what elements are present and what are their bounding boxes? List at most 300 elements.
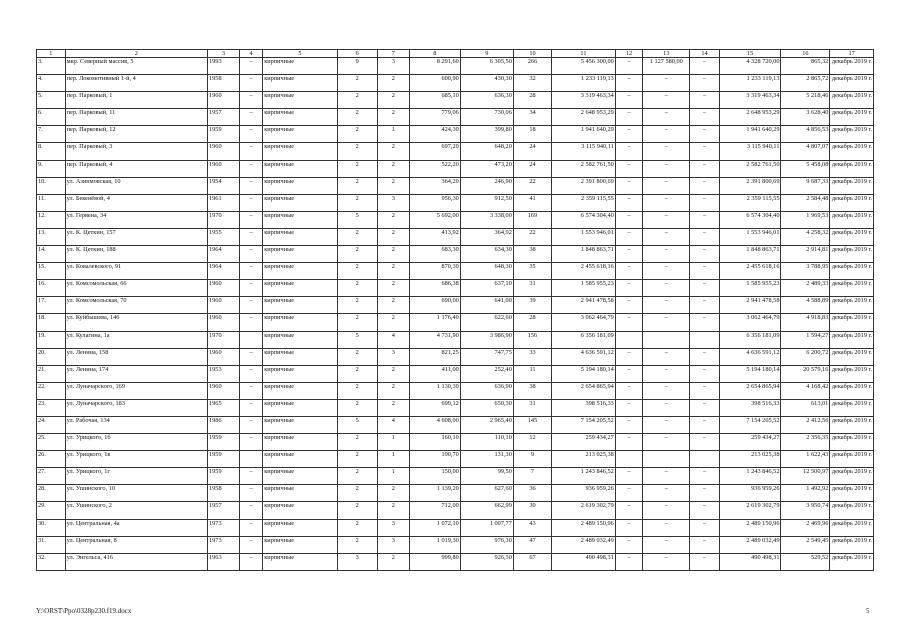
year-built-cell: 1958	[208, 75, 240, 92]
address-cell: ул. Комсомольская, 66	[65, 280, 207, 297]
planned-date-cell: декабрь 2019 г.	[830, 143, 874, 160]
total-cost-cell: 2 654 865,94	[552, 382, 616, 399]
fund-cost-cell	[615, 331, 643, 348]
cost-per-sqm-cell: 12 500,97	[781, 468, 830, 485]
fund-cost-cell: –	[615, 160, 643, 177]
living-area-cell: 648,30	[460, 263, 513, 280]
entrances-cell: 2	[377, 177, 409, 194]
entrances-cell: 2	[377, 382, 409, 399]
planned-date-cell: декабрь 2019 г.	[830, 228, 874, 245]
total-area-cell: 424,30	[409, 126, 460, 143]
table-row	[37, 365, 874, 382]
wall-material-cell: кирпичные	[263, 211, 337, 228]
living-area-cell: 636,30	[460, 92, 513, 109]
entrances-cell: 3	[377, 536, 409, 553]
table-row	[37, 92, 874, 109]
cost-per-sqm-cell: 2 412,56	[781, 416, 830, 433]
residents-cell: 22	[513, 177, 551, 194]
local-budget-cell	[690, 331, 720, 348]
address-cell: ул. Энгельса, 416	[65, 553, 207, 570]
fund-cost-cell: –	[615, 297, 643, 314]
cost-per-sqm-cell: 20 579,16	[781, 365, 830, 382]
planned-date-cell: декабрь 2019 г.	[830, 365, 874, 382]
floors-cell: 2	[337, 126, 377, 143]
local-budget-cell: –	[690, 434, 720, 451]
floors-cell: 2	[337, 92, 377, 109]
total-cost-cell: 398 516,33	[552, 399, 616, 416]
residents-cell: 38	[513, 382, 551, 399]
row-number-cell: 24.	[37, 416, 66, 433]
living-area-cell: 473,20	[460, 160, 513, 177]
planned-date-cell: декабрь 2019 г.	[830, 382, 874, 399]
row-number-cell: 22.	[37, 382, 66, 399]
entrances-cell: 3	[377, 194, 409, 211]
table-row	[37, 468, 874, 485]
year-built-cell: 1973	[208, 536, 240, 553]
local-budget-cell: –	[690, 280, 720, 297]
living-area-cell: 641,00	[460, 297, 513, 314]
column-number: 4	[239, 50, 262, 58]
regional-budget-cell: –	[643, 536, 690, 553]
total-area-cell: 685,10	[409, 92, 460, 109]
wall-material-cell: кирпичные	[263, 109, 337, 126]
planned-date-cell: декабрь 2019 г.	[830, 58, 874, 75]
fund-cost-cell: –	[615, 109, 643, 126]
year-reconstruction-cell: –	[239, 143, 262, 160]
table-body	[37, 58, 874, 571]
planned-date-cell: декабрь 2019 г.	[830, 502, 874, 519]
floors-cell: 2	[337, 194, 377, 211]
regional-budget-cell: –	[643, 348, 690, 365]
regional-budget-cell: –	[643, 434, 690, 451]
address-cell: ул. Бекенёвой, 4	[65, 194, 207, 211]
residents-cell: 145	[513, 416, 551, 433]
total-cost-cell: 6 356 181,09	[552, 331, 616, 348]
year-reconstruction-cell	[239, 451, 262, 468]
local-budget-cell: –	[690, 553, 720, 570]
year-built-cell: 1960	[208, 143, 240, 160]
year-reconstruction-cell: –	[239, 553, 262, 570]
year-built-cell: 1964	[208, 263, 240, 280]
entrances-cell: 2	[377, 75, 409, 92]
column-number: 6	[337, 50, 377, 58]
local-budget-cell: –	[690, 160, 720, 177]
table-row	[37, 126, 874, 143]
owners-funds-cell: 1 848 863,71	[719, 246, 781, 263]
year-reconstruction-cell: –	[239, 314, 262, 331]
residents-cell: 30	[513, 502, 551, 519]
footer-file-path: Y:\ORST\Ppo\0328p230.f19.docx	[36, 607, 132, 615]
regional-budget-cell: –	[643, 297, 690, 314]
fund-cost-cell: –	[615, 92, 643, 109]
total-area-cell: 686,38	[409, 280, 460, 297]
residents-cell: 31	[513, 399, 551, 416]
regional-budget-cell: –	[643, 553, 690, 570]
local-budget-cell: –	[690, 211, 720, 228]
total-cost-cell: 1 233 119,13	[552, 75, 616, 92]
total-cost-cell: 2 455 618,16	[552, 263, 616, 280]
living-area-cell: 2 965,40	[460, 416, 513, 433]
total-area-cell: 4 731,90	[409, 331, 460, 348]
regional-budget-cell	[643, 451, 690, 468]
living-area-cell: 131,30	[460, 451, 513, 468]
local-budget-cell: –	[690, 365, 720, 382]
owners-funds-cell: 5 194 180,14	[719, 365, 781, 382]
living-area-cell: 662,99	[460, 502, 513, 519]
table-row	[37, 263, 874, 280]
cost-per-sqm-cell: 5 218,46	[781, 92, 830, 109]
cost-per-sqm-cell: 6 200,72	[781, 348, 830, 365]
address-cell: ул. К. Цеткин, 188	[65, 246, 207, 263]
page-number: 5	[866, 607, 870, 615]
floors-cell: 2	[337, 365, 377, 382]
year-reconstruction-cell: –	[239, 160, 262, 177]
planned-date-cell: декабрь 2019 г.	[830, 434, 874, 451]
address-cell: ул. Куйбышева, 146	[65, 314, 207, 331]
column-number-row	[37, 50, 874, 58]
owners-funds-cell: 6 356 181,09	[719, 331, 781, 348]
owners-funds-cell: 1 553 946,01	[719, 228, 781, 245]
year-reconstruction-cell: –	[239, 177, 262, 194]
table-row	[37, 331, 874, 348]
entrances-cell: 4	[377, 331, 409, 348]
fund-cost-cell: –	[615, 280, 643, 297]
planned-date-cell: декабрь 2019 г.	[830, 109, 874, 126]
address-cell: ул. К. Цеткин, 157	[65, 228, 207, 245]
wall-material-cell: кирпичные	[263, 365, 337, 382]
table-row	[37, 297, 874, 314]
fund-cost-cell: –	[615, 126, 643, 143]
total-cost-cell: 5 194 180,14	[552, 365, 616, 382]
total-area-cell: 699,12	[409, 399, 460, 416]
entrances-cell: 1	[377, 468, 409, 485]
wall-material-cell: кирпичные	[263, 536, 337, 553]
planned-date-cell: декабрь 2019 г.	[830, 348, 874, 365]
table-row	[37, 399, 874, 416]
living-area-cell: 636,90	[460, 382, 513, 399]
fund-cost-cell: –	[615, 263, 643, 280]
total-area-cell: 1 176,40	[409, 314, 460, 331]
wall-material-cell: кирпичные	[263, 502, 337, 519]
planned-date-cell: декабрь 2019 г.	[830, 263, 874, 280]
total-cost-cell: 490 498,31	[552, 553, 616, 570]
row-number-cell: 10.	[37, 177, 66, 194]
entrances-cell: 2	[377, 365, 409, 382]
year-reconstruction-cell: –	[239, 109, 262, 126]
year-built-cell: 1958	[208, 485, 240, 502]
living-area-cell: 634,30	[460, 246, 513, 263]
fund-cost-cell: –	[615, 382, 643, 399]
total-cost-cell: 2 648 953,29	[552, 109, 616, 126]
floors-cell: 5	[337, 416, 377, 433]
row-number-cell: 9.	[37, 160, 66, 177]
floors-cell: 2	[337, 177, 377, 194]
cost-per-sqm-cell: 5 458,08	[781, 160, 830, 177]
floors-cell: 2	[337, 468, 377, 485]
floors-cell: 2	[337, 75, 377, 92]
regional-budget-cell: –	[643, 399, 690, 416]
cost-per-sqm-cell: 1 594,27	[781, 331, 830, 348]
cost-per-sqm-cell: 4 856,53	[781, 126, 830, 143]
address-cell: пер. Парковый, 12	[65, 126, 207, 143]
owners-funds-cell: 1 243 846,52	[719, 468, 781, 485]
row-number-cell: 21.	[37, 365, 66, 382]
row-number-cell: 19.	[37, 331, 66, 348]
floors-cell: 2	[337, 109, 377, 126]
local-budget-cell: –	[690, 485, 720, 502]
floors-cell: 2	[337, 434, 377, 451]
fund-cost-cell: –	[615, 519, 643, 536]
total-cost-cell: 5 456 300,00	[552, 58, 616, 75]
planned-date-cell: декабрь 2019 г.	[830, 246, 874, 263]
wall-material-cell: кирпичные	[263, 434, 337, 451]
owners-funds-cell: 213 025,38	[719, 451, 781, 468]
row-number-cell: 5.	[37, 92, 66, 109]
cost-per-sqm-cell: 4 807,07	[781, 143, 830, 160]
fund-cost-cell: –	[615, 348, 643, 365]
cost-per-sqm-cell: 1 622,43	[781, 451, 830, 468]
residents-cell: 35	[513, 263, 551, 280]
cost-per-sqm-cell: 9 687,33	[781, 177, 830, 194]
floors-cell: 2	[337, 502, 377, 519]
residents-cell: 24	[513, 143, 551, 160]
year-built-cell: 1961	[208, 194, 240, 211]
entrances-cell: 2	[377, 280, 409, 297]
living-area-cell: 730,06	[460, 109, 513, 126]
total-area-cell: 697,20	[409, 143, 460, 160]
wall-material-cell: кирпичные	[263, 348, 337, 365]
row-number-cell: 30.	[37, 519, 66, 536]
living-area-cell: 1 007,77	[460, 519, 513, 536]
column-number: 1	[37, 50, 66, 58]
residents-cell: 31	[513, 280, 551, 297]
wall-material-cell: кирпичные	[263, 451, 337, 468]
total-area-cell: 150,00	[409, 468, 460, 485]
total-cost-cell: 2 489 150,96	[552, 519, 616, 536]
year-built-cell: 1960	[208, 348, 240, 365]
row-number-cell: 15.	[37, 263, 66, 280]
regional-budget-cell: –	[643, 143, 690, 160]
entrances-cell: 2	[377, 297, 409, 314]
total-area-cell: 779,06	[409, 109, 460, 126]
fund-cost-cell: –	[615, 211, 643, 228]
year-reconstruction-cell: –	[239, 348, 262, 365]
regional-budget-cell: –	[643, 263, 690, 280]
living-area-cell: 364,92	[460, 228, 513, 245]
owners-funds-cell: 4 636 591,12	[719, 348, 781, 365]
column-number: 11	[552, 50, 616, 58]
planned-date-cell: декабрь 2019 г.	[830, 416, 874, 433]
total-cost-cell: 4 636 591,12	[552, 348, 616, 365]
wall-material-cell: кирпичные	[263, 297, 337, 314]
table-row	[37, 451, 874, 468]
wall-material-cell: кирпичные	[263, 177, 337, 194]
owners-funds-cell: 2 489 032,49	[719, 536, 781, 553]
year-reconstruction-cell: –	[239, 211, 262, 228]
column-number: 12	[615, 50, 643, 58]
total-area-cell: 1 019,30	[409, 536, 460, 553]
column-number: 2	[65, 50, 207, 58]
local-budget-cell: –	[690, 58, 720, 75]
living-area-cell: 912,50	[460, 194, 513, 211]
wall-material-cell: кирпичные	[263, 553, 337, 570]
floors-cell: 2	[337, 399, 377, 416]
row-number-cell: 13.	[37, 228, 66, 245]
wall-material-cell: кирпичные	[263, 58, 337, 75]
table-row	[37, 382, 874, 399]
residents-cell: 28	[513, 92, 551, 109]
address-cell: ул. Азинмовская, 10	[65, 177, 207, 194]
year-built-cell: 1953	[208, 365, 240, 382]
fund-cost-cell: –	[615, 228, 643, 245]
fund-cost-cell: –	[615, 536, 643, 553]
regional-budget-cell: –	[643, 177, 690, 194]
cost-per-sqm-cell: 2 469,96	[781, 519, 830, 536]
row-number-cell: 20.	[37, 348, 66, 365]
year-built-cell: 1957	[208, 109, 240, 126]
residents-cell: 7	[513, 468, 551, 485]
address-cell: ул. Комсомольская, 70	[65, 297, 207, 314]
fund-cost-cell: –	[615, 416, 643, 433]
local-budget-cell: –	[690, 382, 720, 399]
local-budget-cell: –	[690, 314, 720, 331]
residents-cell: 9	[513, 451, 551, 468]
floors-cell: 9	[337, 58, 377, 75]
local-budget-cell: –	[690, 399, 720, 416]
total-area-cell: 1 139,20	[409, 485, 460, 502]
total-cost-cell: 3 319 463,34	[552, 92, 616, 109]
entrances-cell: 2	[377, 263, 409, 280]
total-area-cell: 4 608,00	[409, 416, 460, 433]
floors-cell: 2	[337, 280, 377, 297]
total-area-cell: 690,00	[409, 297, 460, 314]
cost-per-sqm-cell: 1 969,53	[781, 211, 830, 228]
year-built-cell: 1959	[208, 126, 240, 143]
residents-cell: 12	[513, 434, 551, 451]
table-row	[37, 75, 874, 92]
regional-budget-cell	[643, 331, 690, 348]
address-cell: ул. Ленина, 174	[65, 365, 207, 382]
total-cost-cell: 2 489 032,49	[552, 536, 616, 553]
floors-cell: 5	[337, 331, 377, 348]
year-reconstruction-cell: –	[239, 519, 262, 536]
cost-per-sqm-cell: 2 356,35	[781, 434, 830, 451]
entrances-cell: 2	[377, 228, 409, 245]
cost-per-sqm-cell: 3 788,95	[781, 263, 830, 280]
regional-budget-cell: –	[643, 468, 690, 485]
total-cost-cell: 1 941 640,29	[552, 126, 616, 143]
local-budget-cell	[690, 451, 720, 468]
cost-per-sqm-cell: 529,52	[781, 553, 830, 570]
row-number-cell: 6.	[37, 109, 66, 126]
year-reconstruction-cell: –	[239, 468, 262, 485]
wall-material-cell: кирпичные	[263, 382, 337, 399]
entrances-cell: 2	[377, 314, 409, 331]
wall-material-cell: кирпичные	[263, 228, 337, 245]
fund-cost-cell: –	[615, 485, 643, 502]
wall-material-cell: кирпичные	[263, 194, 337, 211]
floors-cell: 2	[337, 536, 377, 553]
living-area-cell: 976,30	[460, 536, 513, 553]
total-cost-cell: 2 359 115,55	[552, 194, 616, 211]
table-row	[37, 519, 874, 536]
row-number-cell: 27.	[37, 468, 66, 485]
year-reconstruction-cell: –	[239, 502, 262, 519]
cost-per-sqm-cell: 613,01	[781, 399, 830, 416]
year-reconstruction-cell: –	[239, 58, 262, 75]
column-number: 3	[208, 50, 240, 58]
column-number: 13	[643, 50, 690, 58]
living-area-cell: 99,50	[460, 468, 513, 485]
address-cell: пер. Парковый, 3	[65, 143, 207, 160]
local-budget-cell: –	[690, 143, 720, 160]
address-cell: ул. Рабочая, 134	[65, 416, 207, 433]
local-budget-cell: –	[690, 502, 720, 519]
regional-budget-cell: –	[643, 109, 690, 126]
row-number-cell: 16.	[37, 280, 66, 297]
year-reconstruction-cell: –	[239, 194, 262, 211]
year-reconstruction-cell: –	[239, 75, 262, 92]
owners-funds-cell: 6 574 304,40	[719, 211, 781, 228]
floors-cell: 2	[337, 519, 377, 536]
row-number-cell: 26.	[37, 451, 66, 468]
total-cost-cell: 6 574 304,40	[552, 211, 616, 228]
column-number: 14	[690, 50, 720, 58]
table-row	[37, 502, 874, 519]
local-budget-cell: –	[690, 126, 720, 143]
residents-cell: 43	[513, 519, 551, 536]
planned-date-cell: декабрь 2019 г.	[830, 211, 874, 228]
residents-cell: 169	[513, 211, 551, 228]
total-area-cell: 160,10	[409, 434, 460, 451]
residents-cell: 11	[513, 365, 551, 382]
regional-budget-cell: –	[643, 246, 690, 263]
living-area-cell: 627,60	[460, 485, 513, 502]
entrances-cell: 1	[377, 126, 409, 143]
year-built-cell: 1960	[208, 160, 240, 177]
entrances-cell: 2	[377, 246, 409, 263]
planned-date-cell: декабрь 2019 г.	[830, 314, 874, 331]
total-area-cell: 600,90	[409, 75, 460, 92]
fund-cost-cell: –	[615, 246, 643, 263]
fund-cost-cell: –	[615, 177, 643, 194]
wall-material-cell: кирпичные	[263, 519, 337, 536]
living-area-cell: 3 338,00	[460, 211, 513, 228]
entrances-cell: 2	[377, 553, 409, 570]
year-reconstruction-cell: –	[239, 416, 262, 433]
table-row	[37, 143, 874, 160]
year-reconstruction-cell: –	[239, 228, 262, 245]
regional-budget-cell: –	[643, 485, 690, 502]
wall-material-cell: кирпичные	[263, 280, 337, 297]
year-built-cell: 1957	[208, 502, 240, 519]
owners-funds-cell: 2 619 302,79	[719, 502, 781, 519]
total-cost-cell: 3 062 464,79	[552, 314, 616, 331]
total-cost-cell: 2 582 761,50	[552, 160, 616, 177]
floors-cell: 2	[337, 485, 377, 502]
table-row	[37, 280, 874, 297]
owners-funds-cell: 2 582 761,50	[719, 160, 781, 177]
owners-funds-cell: 259 434,27	[719, 434, 781, 451]
address-cell: ул. Луначарского, 183	[65, 399, 207, 416]
total-area-cell: 5 692,00	[409, 211, 460, 228]
cost-per-sqm-cell: 2 584,48	[781, 194, 830, 211]
regional-budget-cell: –	[643, 194, 690, 211]
address-cell: ул. Кулагина, 1а	[65, 331, 207, 348]
planned-date-cell: декабрь 2019 г.	[830, 519, 874, 536]
residents-cell: 33	[513, 348, 551, 365]
fund-cost-cell	[615, 451, 643, 468]
